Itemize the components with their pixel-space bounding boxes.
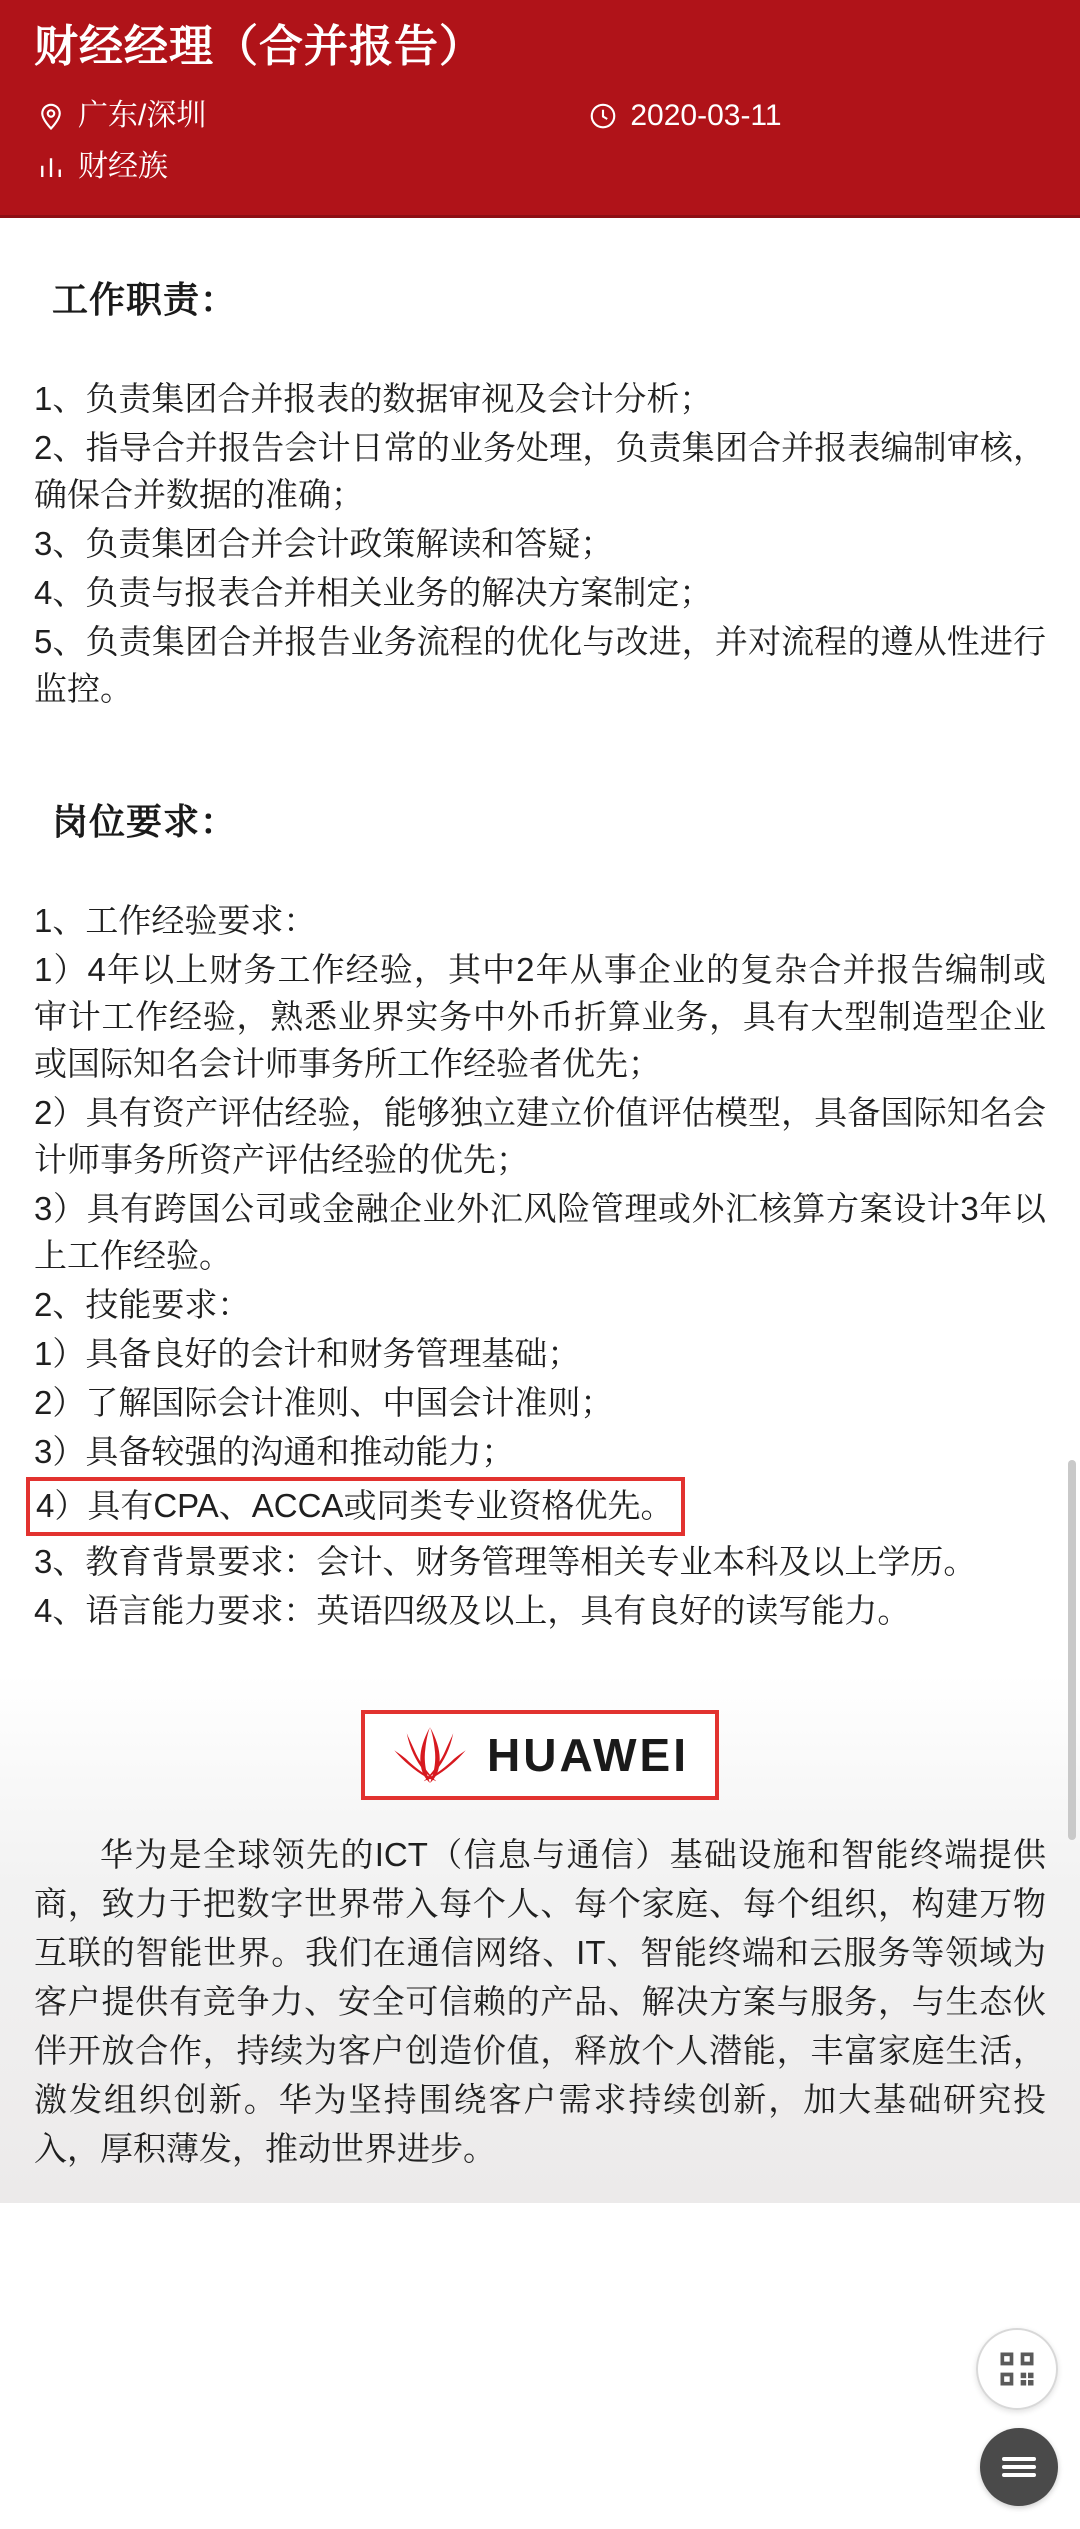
job-location-text: 广东/深圳 (78, 99, 207, 133)
bar-chart-icon (34, 150, 68, 184)
huawei-logo (361, 1710, 719, 1800)
requirement-item: 1）4年以上财务工作经验，其中2年从事企业的复杂合并报告编制或审计工作经验，熟悉业界实务中外币折算业务，具有大型制造型企业或国际知名会计师事务所工作经验者优先； (34, 951, 1046, 1083)
qr-code-icon (995, 2347, 1039, 2391)
company-section (0, 1674, 1080, 2203)
requirement-item: 2）具有资产评估经验，能够独立建立价值评估模型，具备国际知名会计师事务所资产评估经验的优先； (34, 1094, 1046, 1179)
job-date (586, 93, 781, 138)
requirement-item: 3）具有跨国公司或金融企业外汇风险管理或外汇核算方案设计3年以上工作经验。 (34, 1190, 1046, 1275)
job-date-text: 2020-03-11 (630, 99, 782, 133)
requirement-item: 4、语言能力要求：英语四级及以上，具有良好的读写能力。 (34, 1592, 911, 1630)
requirement-item-highlighted-wrapper (34, 1477, 1046, 1536)
requirement-item: 3、教育背景要求：会计、财务管理等相关专业本科及以上学历。 (34, 1543, 977, 1581)
responsibility-item: 3、负责集团合并会计政策解读和答疑； (34, 525, 614, 563)
job-content (0, 218, 1080, 1634)
huawei-flower-icon (391, 1724, 469, 1786)
requirement-item: 1）具备良好的会计和财务管理基础； (34, 1335, 581, 1373)
job-meta-row-1 (34, 93, 1046, 138)
page-scrollbar[interactable] (1068, 1460, 1076, 1840)
company-description: 华为是全球领先的ICT（信息与通信）基础设施和智能终端提供商，致力于把数字世界带入每个人、每个家庭、每个组织，构建万物互联的智能世界。我们在通信网络、IT、智能终端和云服务等领域为客户提供有竞争力、安全可信赖的产品、解决方案与服务，与生态伙伴开放合作，持续为客户创造价值，释放个人潜能，丰富家庭生活，激发组织创新。华为坚持围绕客户需求持续创新，加大基础研究投入，厚积薄发，推动世界进步。 (34, 1836, 1046, 2168)
page-title: 财经经理（合并报告） (34, 22, 484, 71)
requirement-item: 1、工作经验要求： (34, 902, 317, 940)
section-title-requirements: 岗位要求： (52, 801, 238, 843)
section-responsibilities (34, 272, 1046, 712)
job-category (34, 144, 168, 189)
responsibility-item: 1、负责集团合并报表的数据审视及会计分析； (34, 380, 713, 418)
clock-icon (586, 99, 620, 133)
responsibility-item: 4、负责与报表合并相关业务的解决方案制定； (34, 574, 713, 612)
requirement-item: 2、技能要求： (34, 1286, 251, 1324)
menu-icon (1002, 2453, 1036, 2481)
requirement-item: 3）具备较强的沟通和推动能力； (34, 1433, 515, 1471)
requirement-item: 2）了解国际会计准则、中国会计准则； (34, 1384, 614, 1422)
highlighted-requirement: 4）具有CPA、ACCA或同类专业资格优先。 (26, 1477, 685, 1536)
responsibility-item: 2、指导合并报告会计日常的业务处理，负责集团合并报表编制审核，确保合并数据的准确； (34, 429, 1046, 514)
menu-button[interactable] (980, 2428, 1058, 2506)
section-requirements (34, 794, 1046, 1634)
responsibility-item: 5、负责集团合并报告业务流程的优化与改进，并对流程的遵从性进行监控。 (34, 623, 1046, 708)
job-header (0, 0, 1080, 215)
job-meta-row-2 (34, 144, 1046, 189)
company-logo-wrapper (34, 1710, 1046, 1800)
job-category-text: 财经族 (78, 150, 168, 184)
section-title-responsibilities: 工作职责： (52, 279, 238, 321)
huawei-logo-text: HUAWEI (487, 1729, 689, 1782)
job-location (34, 93, 206, 138)
qr-code-button[interactable] (976, 2328, 1058, 2410)
location-pin-icon (34, 99, 68, 133)
